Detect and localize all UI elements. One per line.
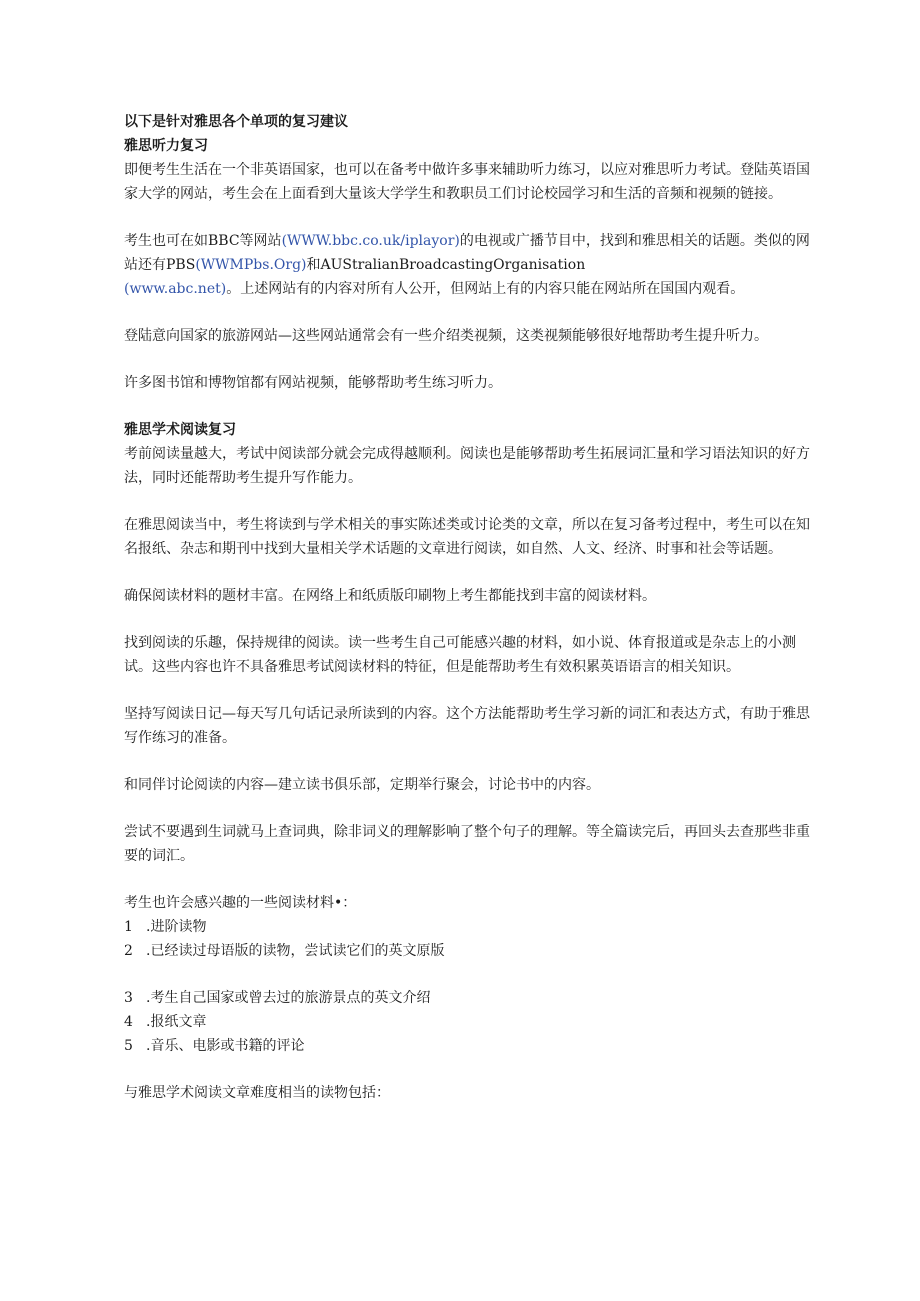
list-item [124,986,814,1010]
reading-closing: 与雅思学术阅读文章难度相当的读物包括： [124,1085,390,1101]
list-item-text: .音乐、电影或书籍的评论 [146,1038,305,1054]
listening-p2-text-b: 的电视或广播节目中，找到和雅思相关的话题。类似的网站还有PBS [124,233,810,273]
reading-list-intro: 考生也许会感兴趣的一些阅读材料•： [124,895,357,911]
list-item-text: .报纸文章 [146,1014,207,1030]
document-page [124,110,814,1105]
listening-p2-text-d: 。上述网站有的内容对所有人公开，但网站上有的内容只能在网站所在国国内观看。 [226,281,745,297]
spacer [124,750,814,773]
spacer [124,490,814,513]
pbs-link[interactable]: (WWMPbs.Org) [195,257,307,273]
reading-paragraph-3: 确保阅读材料的题材丰富。在网络上和纸质版印刷物上考生都能找到丰富的阅读材料。 [124,588,656,604]
list-item-text: .已经读过母语版的读物，尝试读它们的英文原版 [146,943,445,959]
spacer [124,608,814,631]
list-item [124,1034,814,1058]
list-item-text: .进阶读物 [146,919,207,935]
list-item-number: 2 [124,943,133,959]
spacer [124,395,814,418]
abc-link[interactable]: (www.abc.net) [124,281,227,297]
list-item [124,1010,814,1034]
spacer [124,679,814,702]
spacer [124,963,814,986]
listening-paragraph-4: 许多图书馆和博物馆都有网站视频，能够帮助考生练习听力。 [124,375,502,391]
listening-p2-text-c: 和AUStralianBroadcastingOrganisation [306,257,586,273]
list-item-number: 3 [124,990,133,1006]
spacer [124,348,814,371]
list-item-text: .考生自己国家或曾去过的旅游景点的英文介绍 [146,990,431,1006]
spacer [124,1058,814,1081]
listening-heading: 雅思听力复习 [124,138,208,154]
reading-paragraph-5: 坚持写阅读日记—每天写几句话记录所读到的内容。这个方法能帮助考生学习新的词汇和表达方式，有助于雅思写作练习的准备。 [124,706,810,746]
spacer [124,868,814,891]
spacer [124,206,814,229]
reading-paragraph-1: 考前阅读量越大，考试中阅读部分就会完成得越顺利。阅读也是能够帮助考生拓展词汇量和学习语法知识的好方法，同时还能帮助考生提升写作能力。 [124,446,810,486]
list-item-number: 1 [124,919,133,935]
list-item-number: 5 [124,1038,133,1054]
reading-paragraph-2: 在雅思阅读当中，考生将读到与学术相关的事实陈述类或讨论类的文章，所以在复习备考过程中，考生可以在知名报纸、杂志和期刊中找到大量相关学术话题的文章进行阅读，如自然、人文、经济、时事和社会等话题。 [124,517,810,557]
listening-paragraph-1: 即便考生生活在一个非英语国家，也可以在备考中做许多事来辅助听力练习，以应对雅思听力考试。登陆英语国家大学的网站，考生会在上面看到大量该大学学生和教职员工们讨论校园学习和生活的音频和视频的链接。 [124,162,810,202]
spacer [124,797,814,820]
document-title: 以下是针对雅思各个单项的复习建议 [124,114,348,130]
reading-paragraph-7: 尝试不要遇到生词就马上查词典，除非词义的理解影响了整个句子的理解。等全篇读完后，再回头去查那些非重要的词汇。 [124,824,810,864]
listening-paragraph-3: 登陆意向国家的旅游网站—这些网站通常会有一些介绍类视频，这类视频能够很好地帮助考生提升听力。 [124,328,768,344]
spacer [124,561,814,584]
listening-p2-text-a: 考生也可在如BBC等网站 [124,233,282,249]
reading-paragraph-6: 和同伴讨论阅读的内容—建立读书俱乐部，定期举行聚会，讨论书中的内容。 [124,777,600,793]
list-item [124,915,814,939]
list-item [124,939,814,963]
bbc-link[interactable]: (WWW.bbc.co.uk/iplayor) [281,233,460,249]
reading-heading: 雅思学术阅读复习 [124,422,236,438]
reading-paragraph-4: 找到阅读的乐趣，保持规律的阅读。读一些考生自己可能感兴趣的材料，如小说、体育报道或是杂志上的小测试。这些内容也许不具备雅思考试阅读材料的特征，但是能帮助考生有效积累英语语言的相关知识。 [124,635,796,675]
list-item-number: 4 [124,1014,133,1030]
spacer [124,301,814,324]
listening-paragraph-2 [124,229,814,301]
